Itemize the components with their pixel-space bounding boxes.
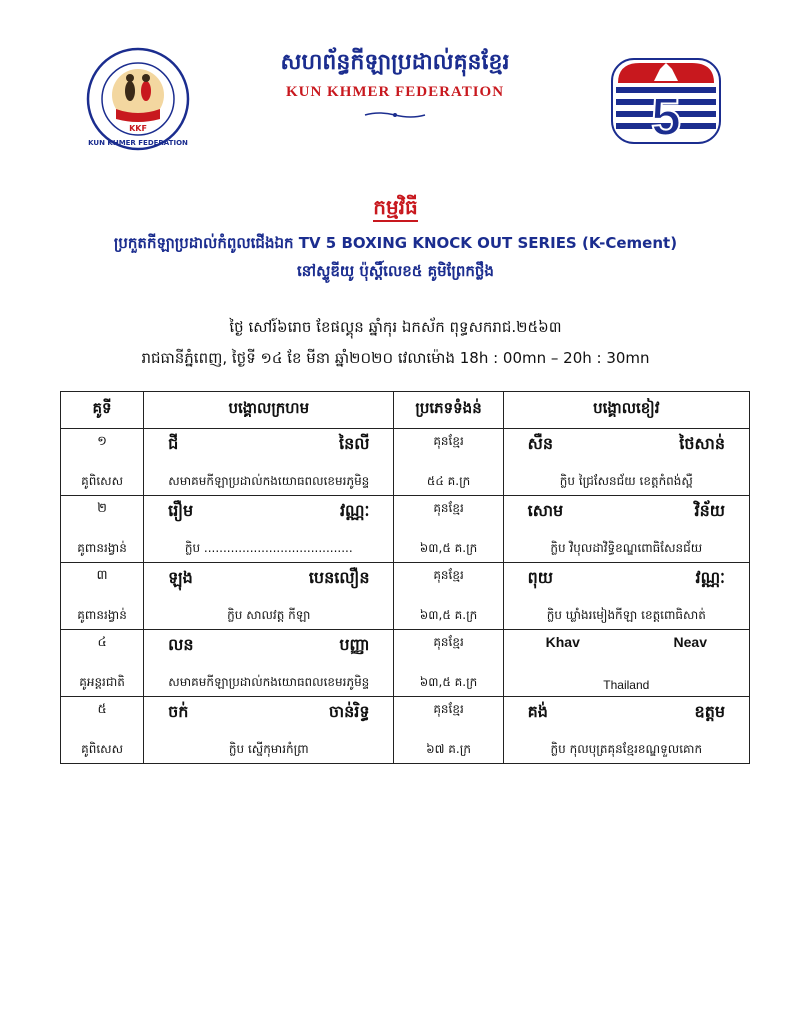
federation-name-khmer: សហព័ន្ធកីឡាប្រដាល់គុនខ្មែរ [280,50,510,75]
weight-cell [394,697,503,764]
tv5-number: 5 [650,87,682,147]
red-fighter-first-name: រឿម [168,501,194,520]
weight-style: គុនខ្មែរ [433,568,464,582]
weight-value: ៦៣,៥ គ.ក្រ [419,541,478,555]
table-row [61,563,750,630]
header-weight-class: ប្រភេទទំងន់ [394,392,503,429]
bout-number-cell [61,429,144,496]
table-row [61,429,750,496]
blue-fighter-last-name: Neav [673,634,707,650]
red-corner-cell [144,630,394,697]
bout-number-cell [61,697,144,764]
blue-fighter-club: ក្លិប កុលបុត្រគុនខ្មែរខណ្ឌទួលគោក [550,742,703,756]
ornament-divider [363,111,427,119]
blue-fighter-last-name: ថៃសាន់ [679,434,725,453]
blue-fighter-first-name: សឺន [527,434,554,453]
blue-fighter-club: ក្លិប ឃ្លាំងរមៀងកីឡា ខេត្តពោធិសាត់ [546,608,706,622]
bout-number-cell [61,563,144,630]
kkf-logo [86,47,190,151]
blue-corner-cell [503,496,749,563]
blue-fighter-first-name: Khav [545,634,580,650]
red-fighter-club: សមាគមកីឡាប្រដាល់កងយោធពលខេមរភូមិន្ទ [168,474,370,488]
blue-fighter-club: Thailand [603,678,650,692]
table-row [61,697,750,764]
red-fighter-club: សមាគមកីឡាប្រដាល់កងយោធពលខេមរភូមិន្ទ [168,675,370,689]
weight-cell [394,563,503,630]
red-fighter-last-name: វណ្ណៈ [339,501,370,520]
red-fighter-last-name: ចាន់រិទ្ធ [328,702,370,721]
blue-fighter-last-name: វណ្ណៈ [695,568,725,587]
table-row [61,630,750,697]
weight-value: ៦៣,៥ គ.ក្រ [419,608,478,622]
header-blue-corner: បង្គោលខៀវ [503,392,749,429]
red-corner-cell [144,429,394,496]
bout-category: គូពានរង្វាន់ [77,541,127,555]
red-corner-cell [144,697,394,764]
weight-style: គុនខ្មែរ [433,635,464,649]
blue-fighter-last-name: វិន័យ [694,501,725,520]
blue-fighter-first-name: សោម [527,501,564,520]
red-fighter-last-name: នៃលី [339,434,370,453]
header-bout-number: គូទី [61,392,144,429]
weight-cell [394,630,503,697]
red-fighter-first-name: ជី [168,434,179,453]
bout-number: ៥ [97,702,107,717]
red-corner-cell [144,563,394,630]
header-red-corner: បង្គោលក្រហម [144,392,394,429]
table-row [61,496,750,563]
weight-cell [394,429,503,496]
blue-fighter-last-name: ឧត្តម [694,702,725,721]
blue-fighter-first-name: ពុយ [527,568,554,587]
red-fighter-club: ក្លិប ....................................... [184,541,353,555]
red-fighter-first-name: លន [168,635,194,654]
red-corner-cell [144,496,394,563]
red-fighter-first-name: ឡុង [168,568,193,587]
weight-style: គុនខ្មែរ [433,501,464,515]
red-fighter-club: ក្លិប សាលវត្ត កីឡា [227,608,311,622]
weight-value: ៦៧ គ.ក្រ [426,742,471,756]
blue-fighter-club: ក្លិប វិបុលដាវិទ្ធិខណ្ឌពោធិសែនជ័យ [550,541,703,555]
blue-corner-cell [503,630,749,697]
bouts-table [60,391,750,764]
weight-value: ៥៤ គ.ក្រ [426,474,471,488]
blue-corner-cell [503,429,749,496]
tv5-logo [610,55,722,147]
bout-category: គូពានរង្វាន់ [77,608,127,622]
federation-header [230,48,560,123]
blue-corner-cell [503,697,749,764]
bout-number: ៣ [96,568,108,583]
kkf-center-text: KKF [129,124,147,133]
red-fighter-last-name: បេនលឿន [308,568,370,587]
event-subtitle: ប្រកួតកីឡាប្រដាល់កំពូលជើងឯក TV 5 BOXING KNOCK OUT SERIES (K-Cement) [113,234,678,252]
bout-number: ១ [97,434,107,449]
blue-fighter-first-name: គង់ [527,702,548,721]
kkf-ring-text: KUN KHMER FEDERATION [88,139,188,147]
bout-number: ២ [97,501,107,516]
red-fighter-club: ក្លិប ស្នើកុមារកំព្រា [228,742,309,756]
weight-style: គុនខ្មែរ [433,434,464,448]
bout-number: ៤ [97,635,107,650]
blue-fighter-club: ក្លិប ជ្រៃសែនជ័យ ខេត្តកំពង់ស្ពឺ [559,474,693,488]
event-lunar-date: ថ្ងៃ សៅរ៍៦រោច ខែផល្គុន ឆ្នាំកុរ ឯកស័ក ពុទ្ធសករាជ.២៥៦៣ [229,318,562,336]
blue-corner-cell [503,563,749,630]
event-date-time: រាជធានីភ្នំពេញ, ថ្ងៃទី ១៤ ខែ មីនា ឆ្នាំ២០២០ វេលាម៉ោង 18h : 00mn – 20h : 30mn [141,349,650,367]
bout-category: គូអន្តរជាតិ [79,675,125,689]
bout-number-cell [61,630,144,697]
program-title: កម្មវិធី [0,194,791,224]
bout-number-cell [61,496,144,563]
red-fighter-first-name: ចក់ [168,702,189,721]
federation-name-english: KUN KHMER FEDERATION [285,84,505,100]
bout-category: គូពិសេស [81,742,123,756]
event-venue: នៅស្ទូឌីយូ ប៉ុស្តិ៍លេខ៥ គូមិព្រែកថ្លឹង [297,262,494,280]
weight-cell [394,496,503,563]
bout-category: គូពិសេស [81,474,123,488]
weight-style: គុនខ្មែរ [433,702,464,716]
table-header-row [61,392,750,429]
red-fighter-last-name: បញ្ញា [339,635,370,654]
weight-value: ៦៣,៥ គ.ក្រ [419,675,478,689]
